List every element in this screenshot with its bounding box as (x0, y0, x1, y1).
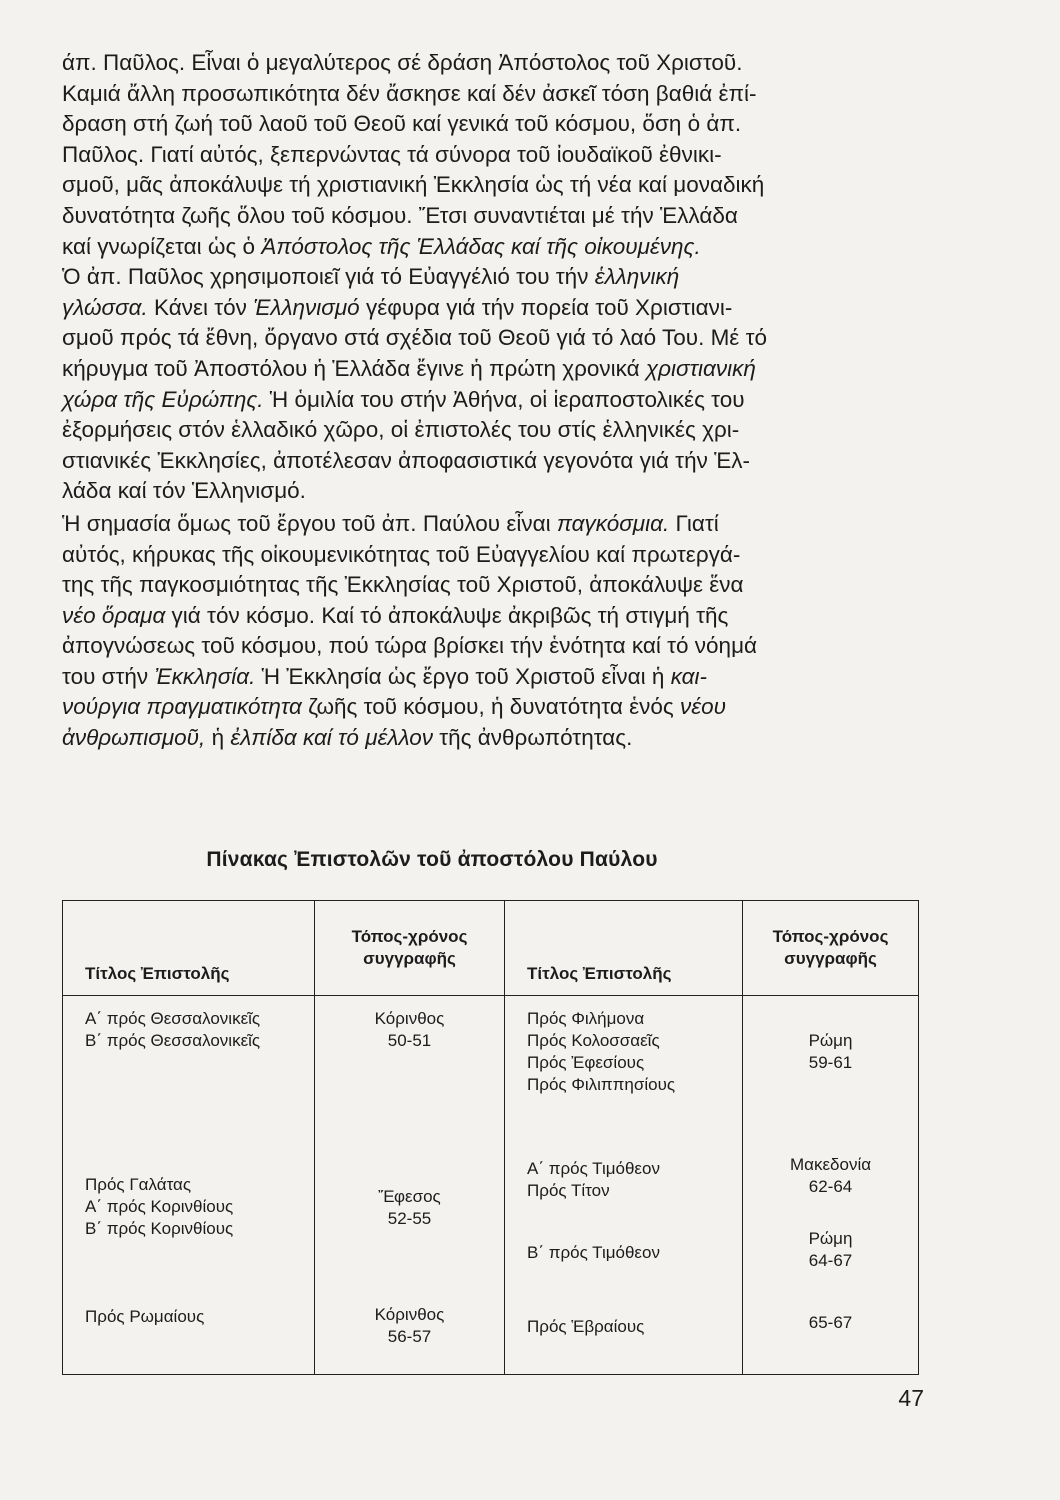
text-line (62, 662, 922, 693)
epistle-title: Πρός Φιλιππησίους (527, 1075, 676, 1094)
page-body (62, 48, 922, 1346)
header-text: συγγραφῆς (784, 949, 877, 968)
text-line (62, 601, 922, 632)
emphasis-run: νέο ὅραμα (62, 602, 166, 628)
date: 56-57 (387, 1327, 432, 1346)
emphasis-run: και- (670, 663, 708, 689)
text-run: Ἡ σημασία ὅμως τοῦ ἔργου τοῦ ἀπ. Παύλου εἶναι (62, 510, 557, 536)
place-date-cell (743, 1290, 919, 1375)
place-date-cell (315, 996, 505, 1137)
text-line: σμοῦ πρός τά ἔθνη, ὄργανο στά σχέδια τοῦ Θεοῦ γιά τό λαό Του. Μέ τό (62, 325, 767, 351)
epistle-title: Α΄ πρός Κορινθίους (85, 1197, 234, 1216)
epistle-titles-cell (505, 1136, 743, 1290)
date: 59-61 (808, 1053, 853, 1072)
date: 62-64 (808, 1177, 853, 1196)
text-line: ἐξορμήσεις στόν ἑλλαδικό χῶρο, οἱ ἐπιστολές του στίς ἑλληνικές χρι- (62, 417, 740, 443)
epistle-title: Β΄ πρός Τιμόθεον (527, 1243, 660, 1262)
text-run: τῆς ἀνθρωπότητας. (433, 725, 633, 751)
header-title-2: Τίτλος Ἐπιστολῆς (505, 901, 743, 996)
epistle-title: Β΄ πρός Κορινθίους (85, 1219, 234, 1238)
text-line: Καμιά ἄλλη προσωπικότητα δέν ἄσκησε καί δέν ἀσκεῖ τόση βαθιά ἐπί- (62, 80, 757, 106)
header-title-1: Τίτλος Ἐπιστολῆς (63, 901, 315, 996)
emphasis-run: χώρα τῆς Εὐρώπης. (62, 386, 264, 412)
emphasis-run: ἐλπίδα καί τό μέλλον (230, 725, 434, 751)
header-text: Τόπος-χρόνος (351, 927, 468, 946)
epistle-title: Β΄ πρός Θεσσαλονικεῖς (85, 1031, 261, 1050)
epistle-title: Πρός Ἑβραίους (527, 1317, 645, 1336)
date: 64-67 (808, 1251, 853, 1270)
epistle-title: Α΄ πρός Θεσσαλονικεῖς (85, 1009, 261, 1028)
emphasis-run: γλώσσα. (62, 294, 148, 320)
date: 65-67 (808, 1313, 853, 1332)
text-run: γέφυρα γιά τήν πορεία τοῦ Χριστιανι- (359, 294, 733, 320)
text-run: Ἡ Ἐκκλησία ὡς ἔργο τοῦ Χριστοῦ εἶναι ἡ (255, 663, 671, 689)
text-line: άπ. Παῦλος. Εἶναι ὁ μεγαλύτερος σέ δράση Ἀπόστολος τοῦ Χριστοῦ. (62, 50, 743, 75)
epistle-titles-cell (505, 1290, 743, 1375)
emphasis-run: παγκόσμια. (556, 510, 670, 536)
text-line (62, 262, 922, 293)
epistle-titles-cell (63, 996, 315, 1137)
text-run: γιά τόν κόσμο. Καί τό ἀποκάλυψε ἀκριβῶς τή στιγμή τῆς (165, 602, 729, 628)
header-place-1 (315, 901, 505, 996)
page-number: 47 (898, 1385, 924, 1411)
place: Ἔφεσος (378, 1187, 441, 1206)
place-date-cell (743, 996, 919, 1137)
text-run: Ὁ ἀπ. Παῦλος χρησιμοποιεῖ γιά τό Εὐαγγέλιό του τήν (62, 264, 595, 290)
text-line: στιανικές Ἐκκλησίες, ἀποτέλεσαν ἀποφασιστικά γεγονότα γιά τήν Ἑλ- (62, 447, 751, 473)
text-run: ἡ (205, 725, 231, 751)
text-line (62, 232, 922, 263)
emphasis-run: νούργια πραγματικότητα (62, 694, 302, 720)
epistle-title: Πρός Τίτον (527, 1181, 610, 1200)
text-line: της τῆς παγκοσμιότητας τῆς Ἐκκλησίας τοῦ Χριστοῦ, ἀποκάλυψε ἕνα (62, 572, 744, 598)
text-run: Ἡ ὁμιλία του στήν Ἀθήνα, οἱ ἱεραποστολικές του (263, 386, 745, 412)
text-line (62, 354, 922, 385)
emphasis-run: Ἀπόστολος τῆς Ἑλλάδας καί τῆς οἰκουμένης. (261, 233, 701, 259)
table-header-row (63, 901, 919, 996)
epistle-title: Πρός Ἐφεσίους (527, 1053, 645, 1072)
emphasis-run: ἀνθρωπισμοῦ, (62, 725, 206, 751)
epistle-titles-cell (505, 996, 743, 1137)
text-line: δυνατότητα ζωῆς ὅλου τοῦ κόσμου. Ἔτσι συναντιέται μέ τήν Ἑλλάδα (62, 202, 738, 228)
place: Ρώμη (808, 1229, 853, 1248)
place: Μακεδονία (789, 1155, 872, 1174)
text-run: του στήν (62, 663, 155, 689)
text-run: ζωῆς τοῦ κόσμου, ἡ δυνατότητα ἑνός (301, 694, 681, 720)
header-place-2 (743, 901, 919, 996)
epistle-titles-cell (63, 1136, 315, 1290)
text-line: αὐτός, κήρυκας τῆς οἰκουμενικότητας τοῦ Εὐαγγελίου καί πρωτεργά- (62, 541, 741, 567)
text-run: Κάνει τόν (147, 294, 254, 320)
place: Κόρινθος (374, 1305, 445, 1324)
epistle-title: Πρός Φιλήμονα (527, 1009, 645, 1028)
place: Ρώμη (808, 1031, 853, 1050)
text-line: σμοῦ, μᾶς ἀποκάλυψε τή χριστιανική Ἐκκλησία ὡς τή νέα καί μοναδική (62, 172, 765, 198)
date: 50-51 (387, 1031, 432, 1050)
paragraph-1 (62, 48, 922, 507)
text-line: Παῦλος. Γιατί αὐτός, ξεπερνώντας τά σύνορα τοῦ ἰουδαϊκοῦ ἐθνικι- (62, 141, 722, 167)
epistle-title: Α΄ πρός Τιμόθεον (527, 1159, 660, 1178)
text-line: λάδα καί τόν Ἑλληνισμό. (62, 478, 306, 504)
place: Κόρινθος (374, 1009, 445, 1028)
header-text: Τόπος-χρόνος (772, 927, 889, 946)
table-row (63, 1136, 919, 1290)
text-line: δραση στή ζωή τοῦ λαοῦ τοῦ Θεοῦ καί γενικά τοῦ κόσμου, ὅση ὁ ἀπ. (62, 111, 742, 137)
epistles-table (62, 900, 919, 1375)
emphasis-run: Ἑλληνισμό (253, 294, 360, 320)
table-row (63, 996, 919, 1137)
epistle-title: Πρός Κολοσσαεῖς (527, 1031, 660, 1050)
text-line: ἀπογνώσεως τοῦ κόσμου, πού τώρα βρίσκει τήν ἑνότητα καί τό νόημά (62, 633, 758, 659)
place-date-cell (743, 1136, 919, 1290)
text-line (62, 692, 922, 723)
epistle-title: Πρός Γαλάτας (85, 1175, 192, 1194)
emphasis-run: χριστιανική (645, 355, 756, 381)
place-date-cell (315, 1290, 505, 1375)
emphasis-run: ἑλληνική (594, 264, 680, 290)
header-text: συγγραφῆς (363, 949, 456, 968)
emphasis-run: Ἐκκλησία. (154, 663, 256, 689)
epistle-titles-cell (63, 1290, 315, 1375)
epistle-title: Πρός Ρωμαίους (85, 1307, 205, 1326)
text-run: Γιατί (669, 510, 719, 536)
text-line (62, 723, 922, 754)
table-row (63, 1290, 919, 1375)
emphasis-run: νέου (680, 694, 727, 720)
paragraph-2 (62, 509, 922, 754)
text-run: καί γνωρίζεται ὡς ὁ (62, 233, 262, 259)
text-run: κήρυγμα τοῦ Ἀποστόλου ἡ Ἑλλάδα ἔγινε ἡ πρώτη χρονικά (62, 355, 646, 381)
place-date-cell (315, 1136, 505, 1290)
date: 52-55 (387, 1209, 432, 1228)
table-title: Πίνακας Ἐπιστολῶν τοῦ ἀποστόλου Παύλου (206, 848, 658, 871)
text-line (62, 385, 922, 416)
text-line (62, 293, 922, 324)
text-line (62, 509, 922, 540)
